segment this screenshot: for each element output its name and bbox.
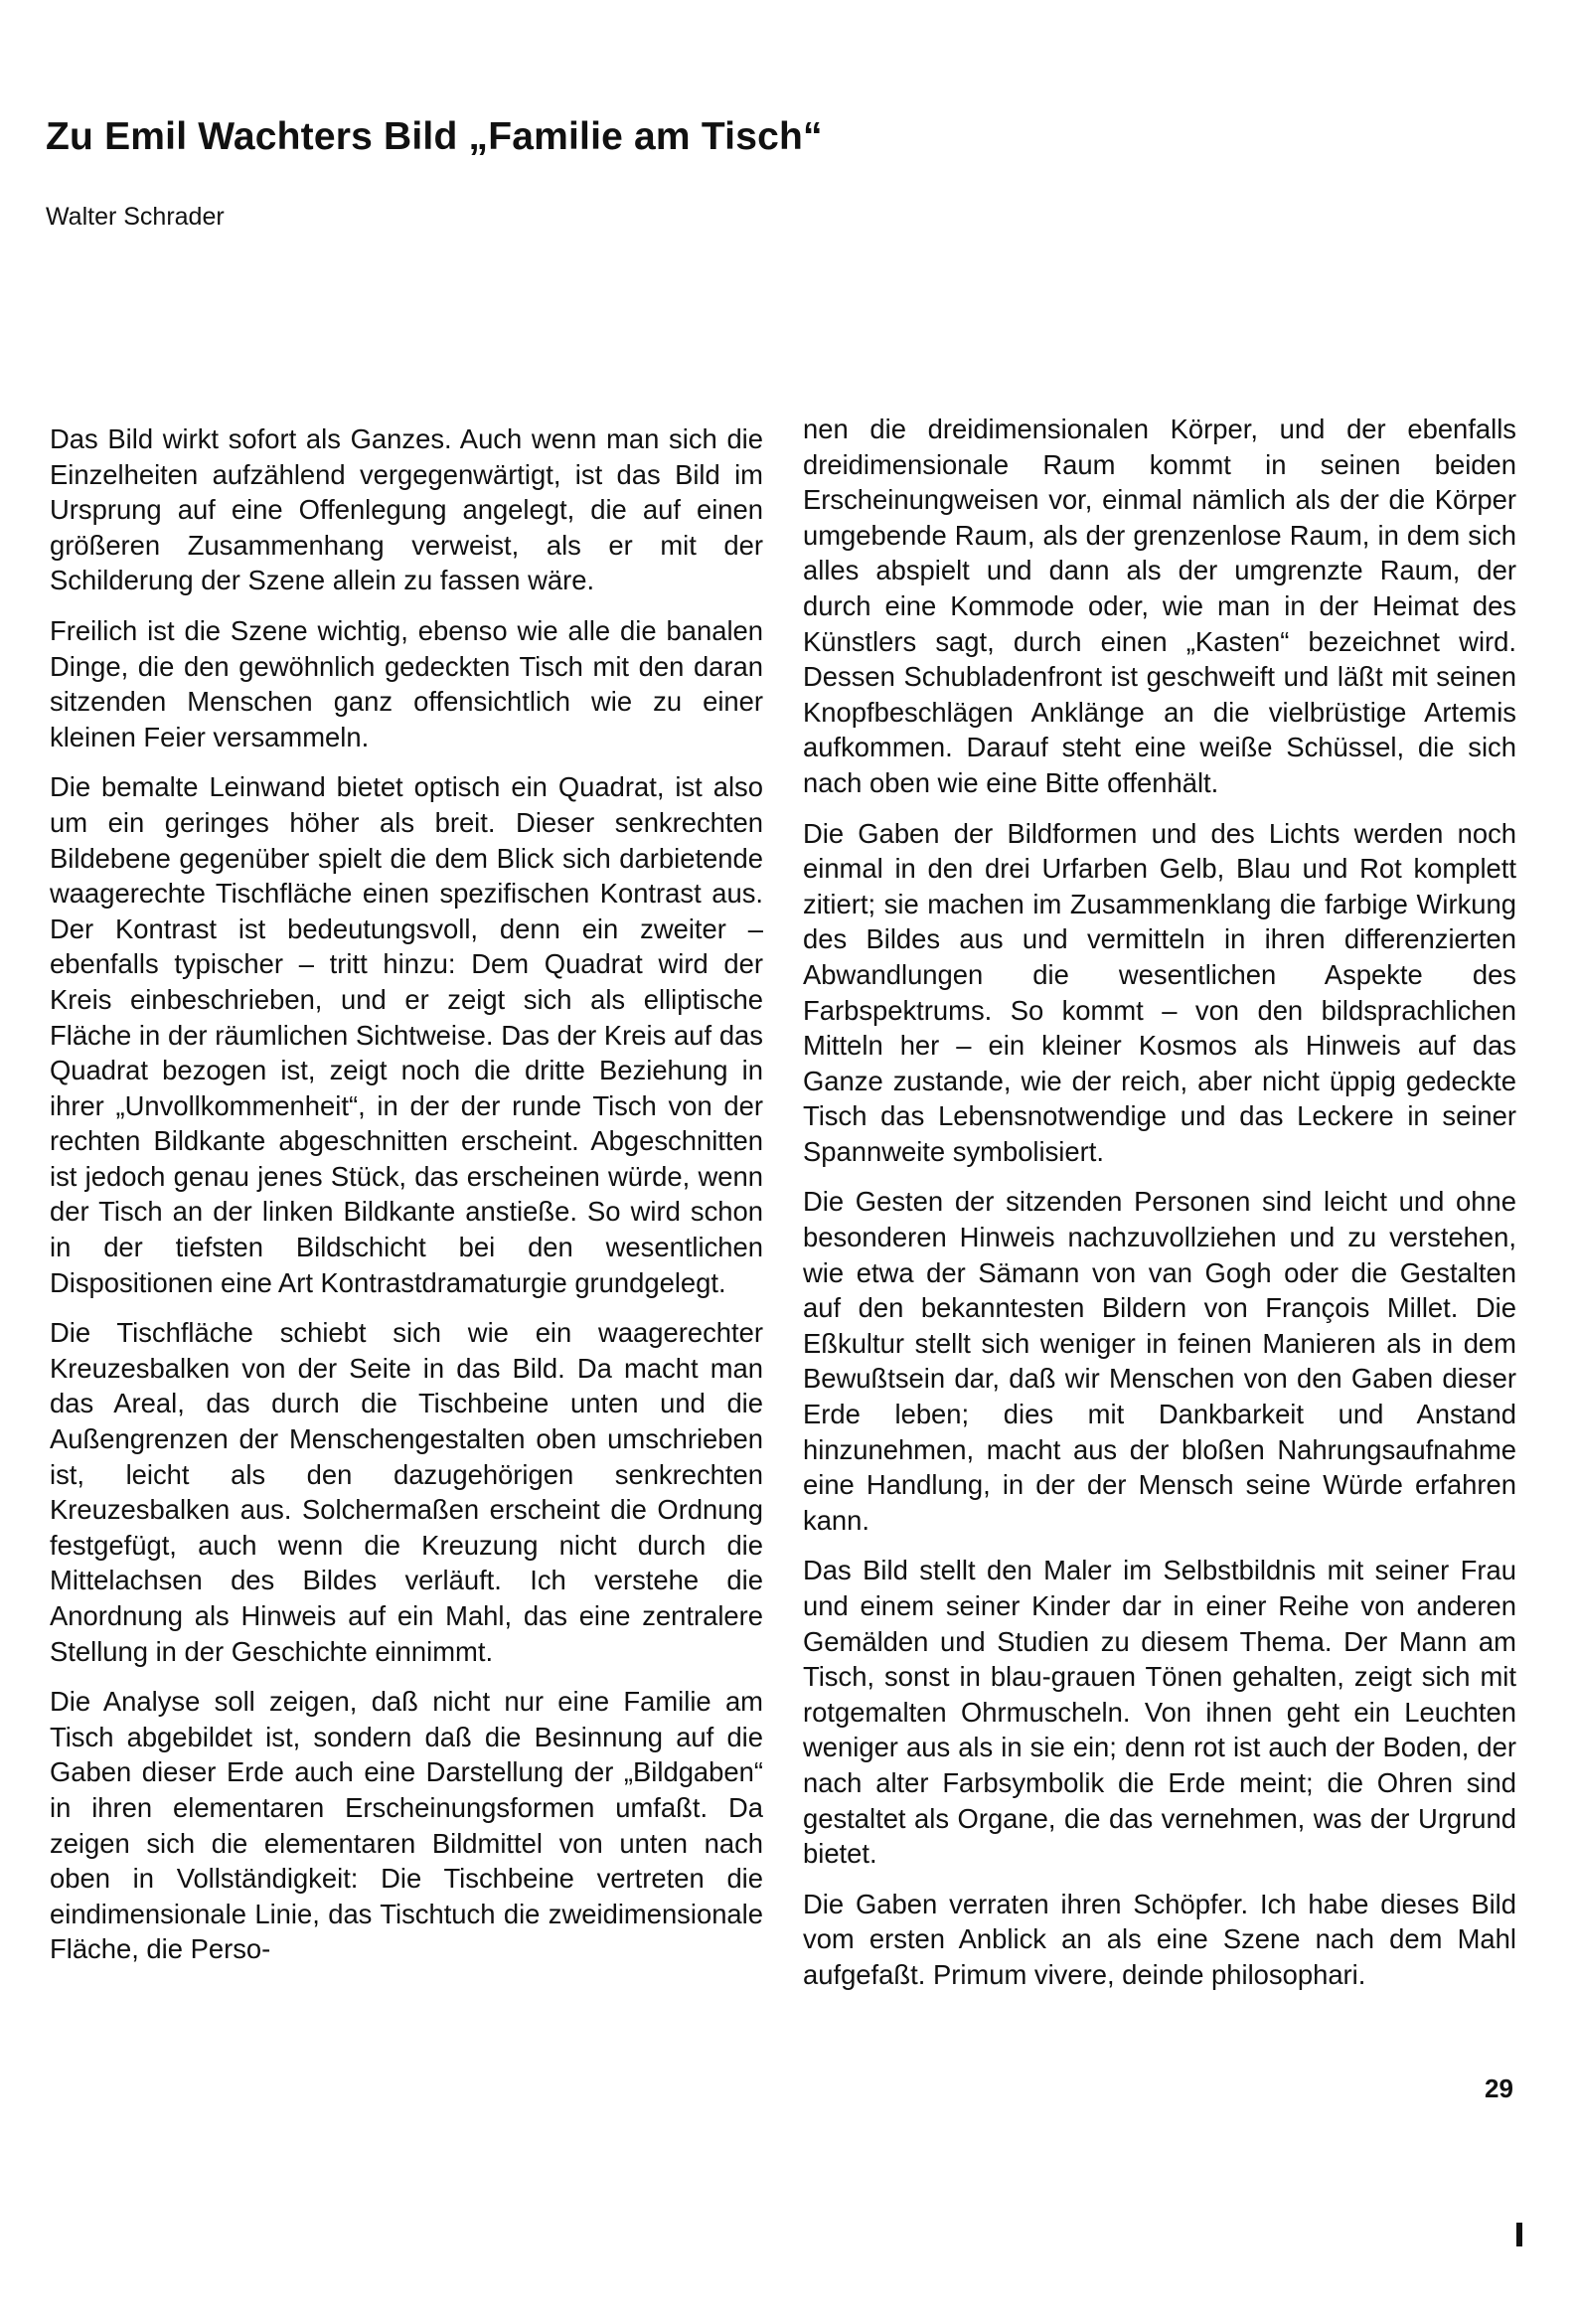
paragraph: Die Tischfläche schiebt sich wie ein waagerechter Kreuzesbalken von der Seite in das Bild. Da macht man das Areal, das durch die Tischbeine unten und die Außengrenzen der Menschengestalten oben umschrieben ist, leicht als den dazugehörigen senkrechten Kreuzesbalken aus. Solchermaßen erscheint die Ordnung festgefügt, auch wenn die Kreuzung nicht durch die Mittelachsen des Bildes verläuft. Ich verstehe die Anordnung als Hinweis auf ein Mahl, das eine zentralere Stellung in der Geschichte einnimmt. — [50, 1317, 763, 1667]
page-number: 29 — [1485, 2074, 1513, 2103]
text-column-right — [803, 412, 1516, 2008]
paragraph: Die bemalte Leinwand bietet optisch ein Quadrat, ist also um ein geringes höher als breit. Dieser senkrechten Bildebene gegenüber spielt die dem Blick sich darbietende waagerechte Tischfläche einen spezifischen Kontrast aus. Der Kontrast ist bedeutungsvoll, denn ein zweiter – ebenfalls typischer – tritt hinzu: Dem Quadrat wird der Kreis einbeschrieben, und er zeigt sich als elliptische Fläche in der räumlichen Sichtweise. Das der Kreis auf das Quadrat bezogen ist, zeigt noch die dritte Beziehung in ihrer „Unvollkommenheit“, in der der runde Tisch von der rechten Bildkante abgeschnitten erscheint. Abgeschnitten ist jedoch genau jenes Stück, das erscheinen würde, wenn der Tisch an der linken Bildkante anstieße. So wird schon in der tiefsten Bildschicht bei den wesentlichen Dispositionen eine Art Kontrastdramaturgie grundgelegt. — [50, 771, 763, 1298]
paragraph: Die Gaben der Bildformen und des Lichts werden noch einmal in den drei Urfarben Gelb, Blau und Rot komplett zitiert; sie machen im Zusammenklang die farbige Wirkung des Bildes aus und vermitteln in ihren differenzierten Abwandlungen die wesentlichen Aspekte des Farbspektrums. So kommt – von den bildsprachlichen Mitteln her – ein kleiner Kosmos als Hinweis auf das Ganze zustande, wie der reich, aber nicht üppig gedeckte Tisch das Lebensnotwendige und das Leckere in seiner Spannweite symbolisiert. — [803, 817, 1516, 1167]
article-title: Zu Emil Wachters Bild „Familie am Tisch“ — [46, 115, 823, 158]
article-author: Walter Schrader — [46, 203, 225, 231]
paragraph: Die Analyse soll zeigen, daß nicht nur eine Familie am Tisch abgebildet ist, sondern daß die Besinnung auf die Gaben dieser Erde auch eine Darstellung der „Bildgaben“ in ihren elementaren Erscheinungsformen umfaßt. Da zeigen sich die elementaren Bildmittel von unten nach oben in Vollständigkeit: Die Tischbeine vertreten die eindimensionale Linie, das Tischtuch die zweidimensionale Fläche, die Perso- — [50, 1686, 763, 1965]
paragraph: Das Bild wirkt sofort als Ganzes. Auch wenn man sich die Einzelheiten aufzählend vergegenwärtigt, ist das Bild im Ursprung auf eine Offenlegung angelegt, die auf einen größeren Zusammenhang verweist, als er mit der Schilderung der Szene allein zu fassen wäre. — [50, 423, 763, 596]
paragraph: Die Gesten der sitzenden Personen sind leicht und ohne besonderen Hinweis nachzuvollziehen und zu verstehen, wie etwa der Sämann von van Gogh oder die Gestalten auf den bekanntesten Bildern von François Millet. Die Eßkultur stellt sich weniger in feinen Manieren als in dem Bewußtsein dar, daß wir Menschen von den Gaben dieser Erde leben; dies mit Dankbarkeit und Anstand hinzunehmen, macht aus der bloßen Nahrungsaufnahme eine Handlung, in der der Mensch seine Würde erfahren kann. — [803, 1186, 1516, 1536]
scan-mark — [1516, 2223, 1522, 2246]
text-column-left — [50, 421, 763, 1982]
paragraph: Die Gaben verraten ihren Schöpfer. Ich habe dieses Bild vom ersten Anblick an als eine Szene nach dem Mahl aufgefaßt. Primum vivere, deinde philosophari. — [803, 1888, 1516, 1990]
paragraph: Freilich ist die Szene wichtig, ebenso wie alle die banalen Dinge, die den gewöhnlich gedeckten Tisch mit den daran sitzenden Menschen ganz offensichtlich wie zu einer kleinen Feier versammeln. — [50, 614, 763, 752]
paragraph: Das Bild stellt den Maler im Selbstbildnis mit seiner Frau und einem seiner Kinder dar in einer Reihe von anderen Gemälden und Studien zu diesem Thema. Der Mann am Tisch, sonst in blau-grauen Tönen gehalten, zeigt sich mit rotgemalten Ohrmuscheln. Von ihnen geht ein Leuchten weniger aus als in sie ein; denn rot ist auch der Boden, der nach alter Farbsymbolik die Erde meint; die Ohren sind gestaltet als Organe, die das vernehmen, was der Urgrund bietet. — [803, 1555, 1516, 1870]
paragraph: nen die dreidimensionalen Körper, und der ebenfalls dreidimensionale Raum kommt in seinen beiden Erscheinungweisen vor, einmal nämlich als der die Körper umgebende Raum, als der grenzenlose Raum, in dem sich alles abspielt und dann als der umgrenzte Raum, der durch eine Kommode oder, wie man in der Heimat des Künstlers sagt, durch einen „Kasten“ bezeichnet wird. Dessen Schubladenfront ist geschweift und läßt mit seinen Knopfbeschlägen Anklänge an die vielbrüstige Artemis aufkommen. Darauf steht eine weiße Schüssel, die sich nach oben wie eine Bitte offenhält. — [803, 414, 1516, 798]
